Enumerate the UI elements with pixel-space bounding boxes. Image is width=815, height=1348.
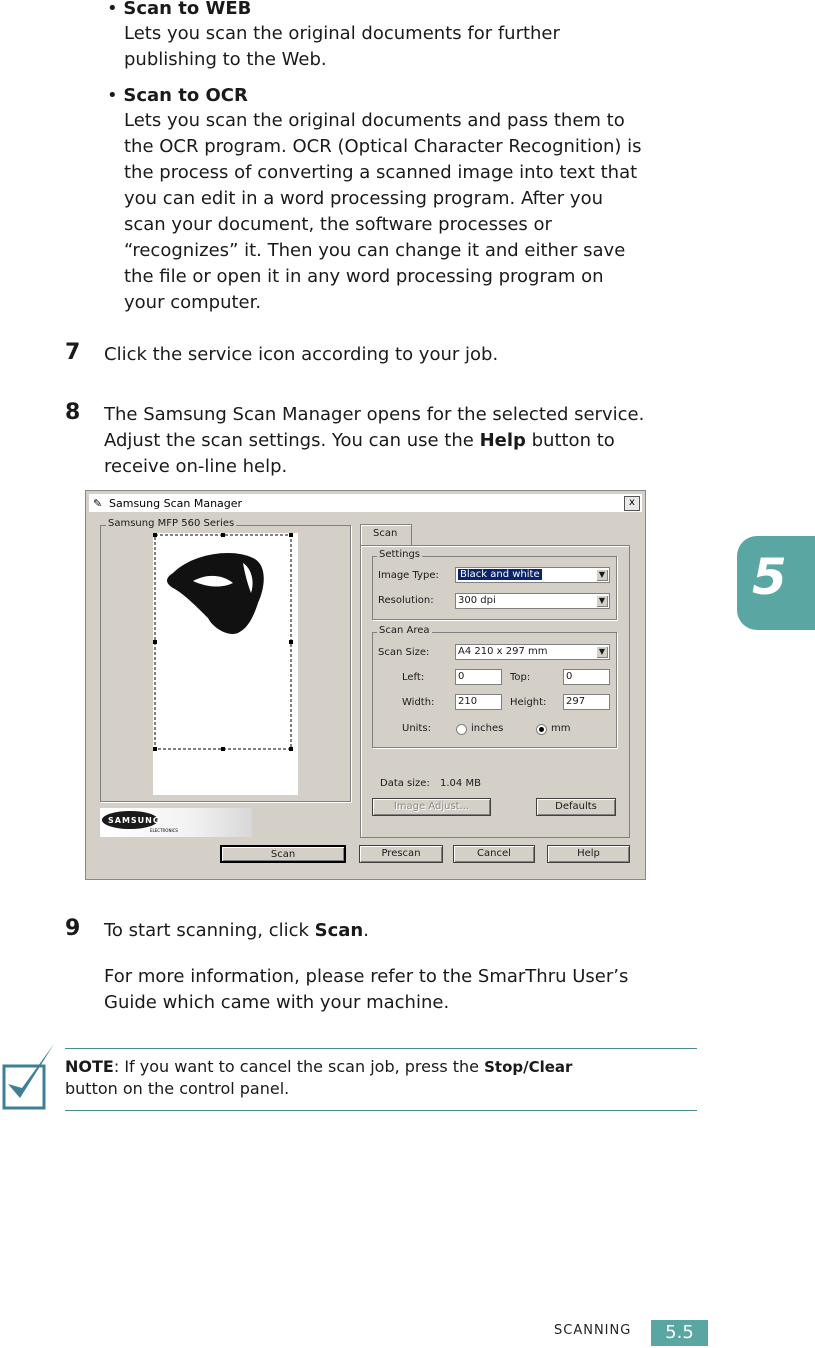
bullet-body [124, 108, 642, 316]
resolution-value: 300 dpi [458, 595, 496, 606]
mm-label: mm [551, 723, 571, 734]
scanner-icon: ✎ [93, 497, 103, 510]
chapter-number: 5 [752, 548, 787, 606]
text-line: the file or open it in any word processing program on [124, 266, 604, 287]
dialog-title: Samsung Scan Manager [109, 497, 243, 510]
settings-group-label: Settings [379, 549, 421, 560]
text-line [65, 1056, 572, 1078]
bullet-dot: • [107, 85, 118, 106]
text-line: you can edit in a word processing program. After you [124, 188, 604, 209]
defaults-button[interactable]: Defaults [536, 798, 616, 816]
text-line: For more information, please refer to the SmarThru User’s [104, 966, 629, 987]
height-field[interactable]: 297 [563, 694, 610, 710]
scanned-image-preview [153, 533, 298, 795]
text-line: the process of converting a scanned image into text that [124, 162, 638, 183]
note-text [65, 1056, 572, 1100]
step-number: 7 [65, 340, 81, 365]
text-line [104, 428, 644, 454]
image-type-value: Black and white [460, 569, 540, 580]
image-adjust-button[interactable]: Image Adjust... [372, 798, 491, 816]
step-number: 8 [65, 400, 81, 425]
logo-brand: SAMSUNG [108, 816, 161, 825]
step-text: Click the service icon according to your job. [104, 344, 499, 365]
text-line: publishing to the Web. [124, 49, 327, 70]
cancel-button[interactable]: Cancel [453, 845, 535, 863]
units-label: Units: [402, 723, 431, 734]
scan-term: Scan [314, 920, 364, 941]
note-rule-top [65, 1048, 697, 1049]
image-type-select[interactable] [455, 567, 610, 583]
checkmark-icon [0, 1040, 58, 1112]
text-line: receive on-line help. [104, 456, 288, 477]
bullet-scan-to-ocr [107, 83, 248, 109]
text-line: Lets you scan the original documents and pass them to [124, 110, 625, 131]
logo-sub: ELECTRONICS [150, 828, 178, 833]
left-label: Left: [402, 672, 425, 683]
help-button[interactable]: Help [547, 845, 630, 863]
scan-size-label: Scan Size: [378, 647, 430, 658]
samsung-logo [100, 808, 252, 837]
bullet-title: Scan to WEB [123, 0, 252, 19]
title-bar [89, 494, 642, 512]
top-field[interactable]: 0 [563, 669, 610, 685]
text-run: button to [525, 430, 615, 451]
text-line: Guide which came with your machine. [104, 992, 450, 1013]
footer-section: SCANNING [554, 1323, 632, 1338]
help-term: Help [479, 430, 526, 451]
text-run: Adjust the scan settings. You can use the [104, 430, 480, 451]
scan-size-select[interactable] [455, 644, 610, 660]
image-type-label: Image Type: [378, 570, 439, 581]
step-text [104, 402, 644, 480]
text-run: To start scanning, click [104, 920, 315, 941]
chevron-down-icon[interactable]: ▼ [596, 646, 608, 658]
settings-group [372, 556, 617, 620]
width-field[interactable]: 210 [455, 694, 502, 710]
text-line: button on the control panel. [65, 1079, 290, 1098]
scan-button[interactable]: Scan [220, 845, 346, 863]
note-rule-bottom [65, 1110, 697, 1111]
step-number: 9 [65, 916, 81, 941]
text-line: your computer. [124, 292, 262, 313]
width-label: Width: [402, 697, 435, 708]
radio-mm[interactable] [536, 724, 547, 735]
scan-area-group-label: Scan Area [379, 625, 430, 636]
top-label: Top: [510, 672, 531, 683]
chevron-down-icon[interactable]: ▼ [596, 595, 608, 607]
height-label: Height: [510, 697, 547, 708]
chevron-down-icon[interactable]: ▼ [596, 569, 608, 581]
text-line: The Samsung Scan Manager opens for the selected service. [104, 404, 645, 425]
close-button[interactable]: x [624, 496, 640, 511]
text-line: the OCR program. OCR (Optical Character Recognition) is [124, 136, 642, 157]
inches-label: inches [471, 723, 504, 734]
data-size-value: 1.04 MB [440, 778, 481, 789]
bullet-scan-to-web [107, 0, 251, 22]
step-text [104, 918, 369, 944]
bullet-dot: • [107, 0, 118, 19]
data-size-label: Data size: [380, 778, 430, 789]
prescan-button[interactable]: Prescan [359, 845, 443, 863]
preview-group-label: Samsung MFP 560 Series [108, 518, 235, 529]
tab-scan-label: Scan [373, 528, 398, 539]
bullet-title: Scan to OCR [123, 85, 248, 106]
left-field[interactable]: 0 [455, 669, 502, 685]
tab-scan[interactable] [360, 524, 412, 546]
text-run: : If you want to cancel the scan job, press the [113, 1057, 485, 1076]
info-text [104, 964, 628, 1016]
scan-size-value: A4 210 x 297 mm [458, 646, 548, 657]
footer-page-number: 5.5 [651, 1320, 708, 1346]
text-line: scan your document, the software processes or [124, 214, 552, 235]
text-line: “recognizes” it. Then you can change it and either save [124, 240, 626, 261]
resolution-label: Resolution: [378, 595, 434, 606]
bullet-body [124, 21, 560, 73]
text-line: Lets you scan the original documents for further [124, 23, 560, 44]
radio-inches[interactable] [456, 724, 467, 735]
text-run: . [363, 920, 369, 941]
note-label: NOTE [65, 1057, 114, 1076]
stop-clear-term: Stop/Clear [484, 1058, 573, 1076]
resolution-select[interactable] [455, 593, 610, 609]
